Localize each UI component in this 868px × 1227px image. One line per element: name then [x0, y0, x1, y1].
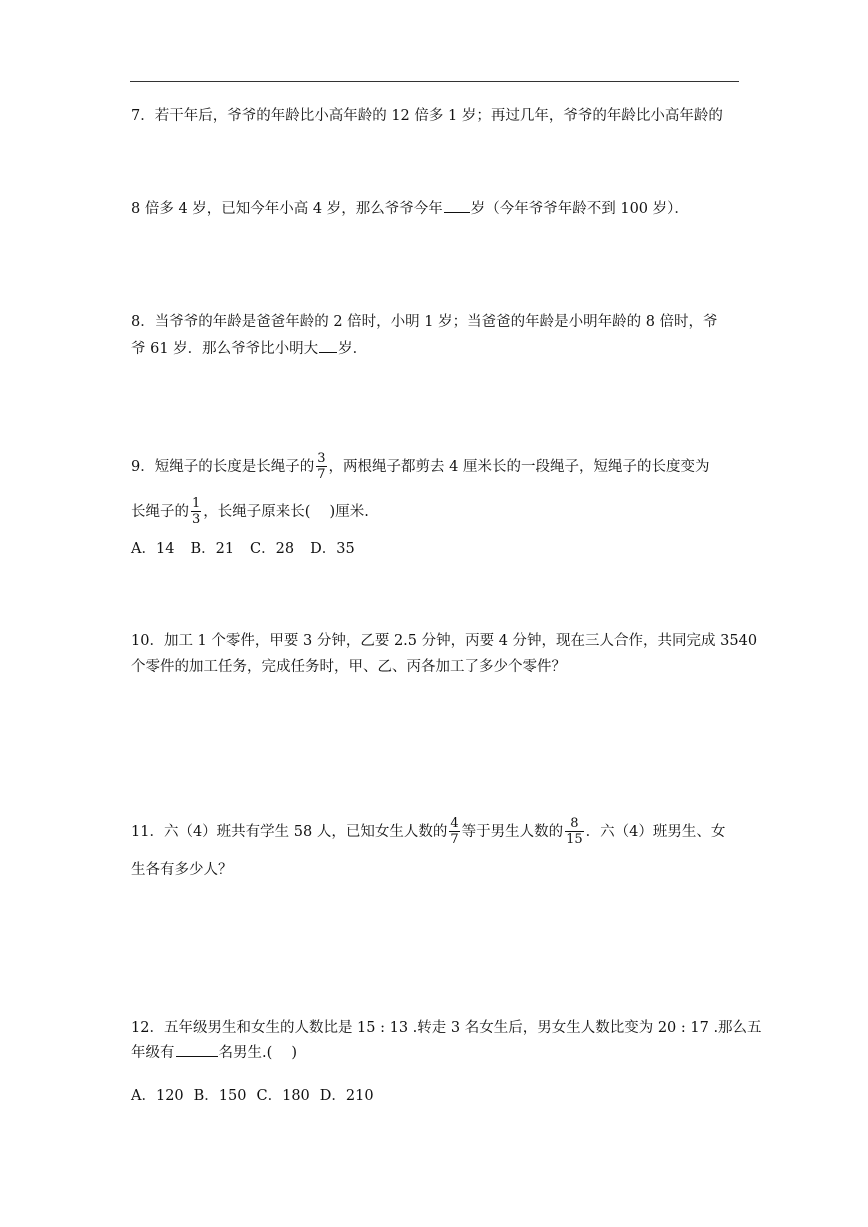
- q9-line1-text-b: ，两根绳子都剪去 4 厘米长的一段绳子，短绳子的长度变为: [328, 459, 710, 475]
- q10-line2: 个零件的加工任务，完成任务时，甲、乙、丙各加工了多少个零件？: [131, 659, 566, 675]
- q7-line2: [131, 198, 689, 219]
- q9-option-c[interactable]: C．28: [250, 541, 295, 557]
- q12-answer-blank[interactable]: [176, 1042, 218, 1057]
- q11-line1-text-c: ．六（4）班男生、女: [585, 824, 726, 840]
- fraction-denominator: 3: [192, 511, 201, 527]
- q12-line2-text-b: 名男生.( ): [218, 1045, 298, 1061]
- fraction-numerator: 1: [192, 495, 201, 511]
- q7-line2-text-b: 岁（今年爷爷年龄不到 100 岁）．: [470, 201, 689, 217]
- q12-option-a[interactable]: A．120: [131, 1088, 184, 1104]
- fraction-denominator: 7: [317, 466, 326, 482]
- q11-line1-text-b: 等于男生人数的: [461, 824, 564, 840]
- fraction-numerator: 8: [565, 816, 584, 832]
- q7-line1: 7．若干年后，爷爷的年龄比小高年龄的 12 倍多 1 岁；再过几年，爷爷的年龄比小高年龄的: [131, 108, 723, 124]
- fraction-numerator: 4: [450, 815, 459, 831]
- q11-fraction-4-7: [449, 816, 459, 847]
- q9-option-d[interactable]: D．35: [310, 541, 355, 557]
- q11-line1: [131, 815, 725, 849]
- q9-line2: [131, 495, 369, 529]
- q12-option-c[interactable]: C．180: [256, 1088, 310, 1104]
- q12-option-d[interactable]: D．210: [319, 1088, 374, 1104]
- q11-fraction-8-15: [565, 816, 584, 847]
- fraction-denominator: 15: [566, 831, 583, 847]
- q9-line2-text-b: ，长绳子原来长( )厘米.: [203, 504, 369, 520]
- q12-line2-text-a: 年级有: [131, 1045, 175, 1061]
- q12-option-b[interactable]: B．150: [193, 1088, 247, 1104]
- q8-line2-text-a: 爷 61 岁．那么爷爷比小明大: [131, 341, 319, 357]
- q8-line2: [131, 338, 367, 359]
- q8-line2-text-b: 岁．: [338, 341, 368, 357]
- q9-fraction-1-3: [191, 496, 201, 527]
- q12-options: [131, 1086, 384, 1106]
- q12-line2: [131, 1042, 297, 1063]
- q9-options: [131, 539, 371, 559]
- fraction-denominator: 7: [450, 831, 459, 847]
- q12-line1: 12．五年级男生和女生的人数比是 15 : 13 .转走 3 名女生后，男女生人数比变为 20 : 17 .那么五: [131, 1020, 762, 1036]
- q7-line2-text-a: 8 倍多 4 岁，已知今年小高 4 岁，那么爷爷今年: [131, 201, 443, 217]
- q8-answer-blank[interactable]: [319, 338, 337, 353]
- q9-line2-text-a: 长绳子的: [131, 504, 189, 520]
- q9-line1: [131, 450, 709, 484]
- q11-line1-text-a: 11．六（4）班共有学生 58 人，已知女生人数的: [131, 824, 448, 840]
- q10-line1: 10．加工 1 个零件，甲要 3 分钟，乙要 2.5 分钟，丙要 4 分钟，现在三人合作，共同完成 3540: [131, 633, 758, 649]
- q9-fraction-3-7: [316, 451, 326, 482]
- q9-option-a[interactable]: A．14: [131, 541, 175, 557]
- q7-answer-blank[interactable]: [444, 198, 470, 213]
- q9-option-b[interactable]: B．21: [190, 541, 235, 557]
- q9-line1-text-a: 9．短绳子的长度是长绳子的: [131, 459, 315, 475]
- q8-line1: 8．当爷爷的年龄是爸爸年龄的 2 倍时，小明 1 岁；当爸爸的年龄是小明年龄的 8 倍时，爷: [131, 314, 718, 330]
- fraction-numerator: 3: [317, 450, 326, 466]
- q11-line2: 生各有多少人？: [131, 862, 233, 878]
- header-rule: [130, 81, 739, 82]
